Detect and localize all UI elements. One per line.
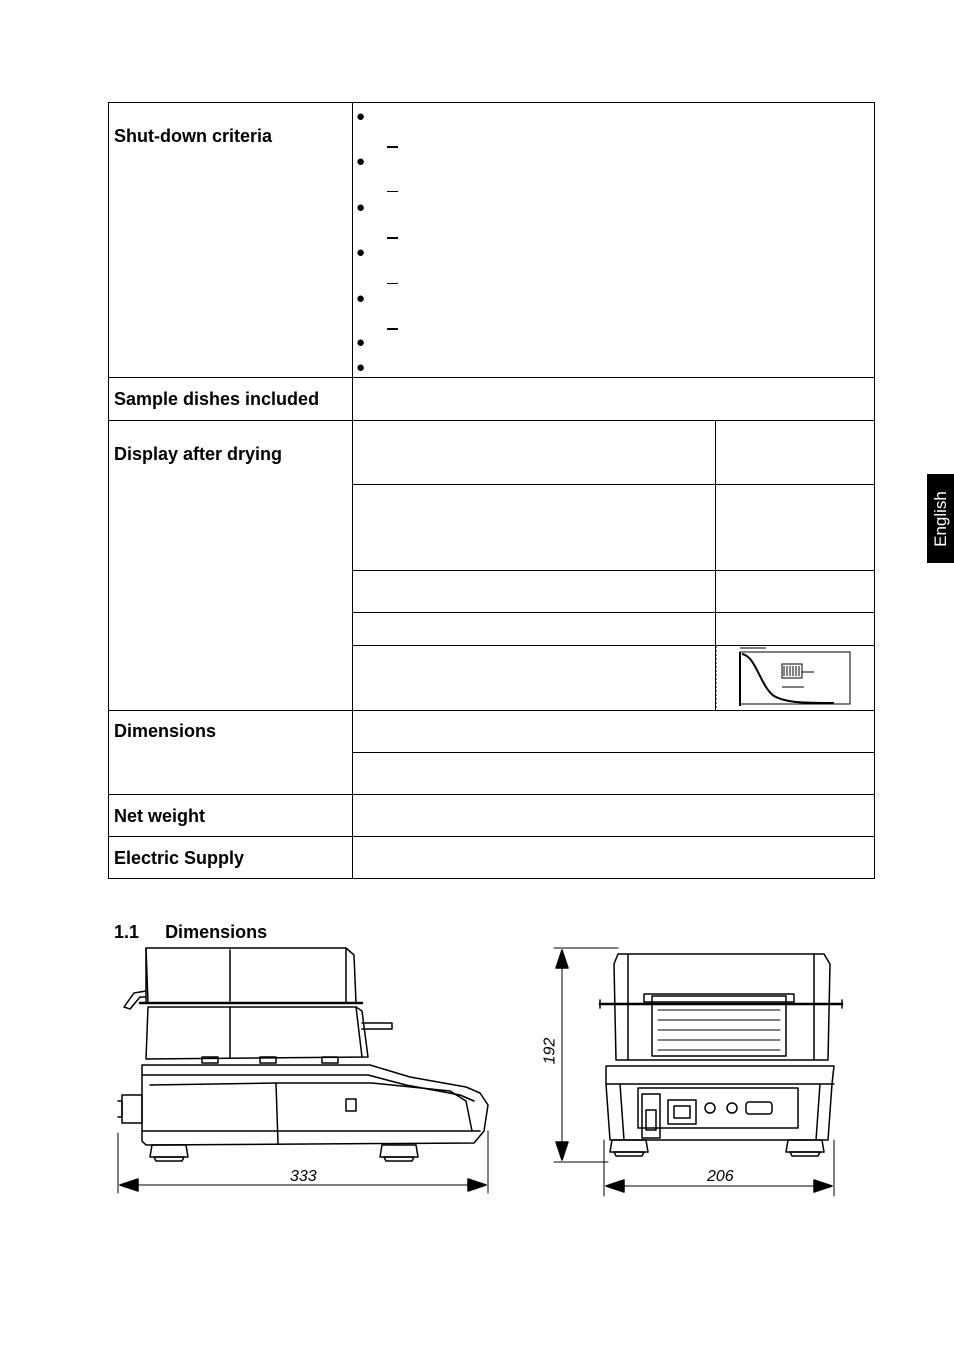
bullet-marker: ● — [356, 244, 366, 261]
row-label-sample-dishes: Sample dishes included — [114, 389, 320, 409]
section-heading — [114, 922, 267, 943]
row-label-dimensions: Dimensions — [114, 721, 217, 741]
sub-row-separator — [352, 484, 874, 485]
language-tab[interactable] — [927, 474, 954, 563]
row-label-electric-supply: Electric Supply — [114, 848, 245, 868]
column-divider — [352, 102, 353, 878]
dash-marker — [387, 146, 398, 148]
row-separator — [108, 710, 874, 711]
row-label-net-weight: Net weight — [114, 806, 206, 826]
dash-marker — [387, 328, 398, 330]
front-view-height-label: 192 — [541, 1037, 559, 1065]
bullet-marker: ● — [356, 108, 366, 125]
bullet-marker: ● — [356, 359, 366, 376]
sub-row-separator — [352, 752, 874, 753]
table-border — [108, 102, 875, 879]
sub-row-separator — [352, 612, 874, 613]
bullet-marker: ● — [356, 290, 366, 307]
row-separator — [108, 836, 874, 837]
row-separator — [108, 377, 874, 378]
section-title: Dimensions — [165, 922, 268, 942]
row-separator — [108, 420, 874, 421]
dash-marker — [387, 191, 398, 192]
dash-marker — [387, 283, 398, 284]
front-view-drawing — [548, 940, 844, 1198]
dash-marker — [387, 237, 398, 239]
row-label-shutdown-criteria: Shut-down criteria — [114, 126, 273, 146]
side-view-width-label: 333 — [290, 1168, 317, 1185]
bullet-marker: ● — [356, 153, 366, 170]
row-separator — [108, 794, 874, 795]
sub-row-separator — [352, 570, 874, 571]
row-label-display-after-drying: Display after drying — [114, 444, 283, 464]
bullet-marker: ● — [356, 199, 366, 216]
drying-curve-graphic — [716, 646, 873, 709]
section-number: 1.1 — [114, 922, 140, 942]
bullet-marker: ● — [356, 334, 366, 351]
front-view-width-label: 206 — [707, 1168, 734, 1185]
language-tab-label: English — [930, 490, 950, 547]
side-view-drawing — [110, 945, 500, 1195]
